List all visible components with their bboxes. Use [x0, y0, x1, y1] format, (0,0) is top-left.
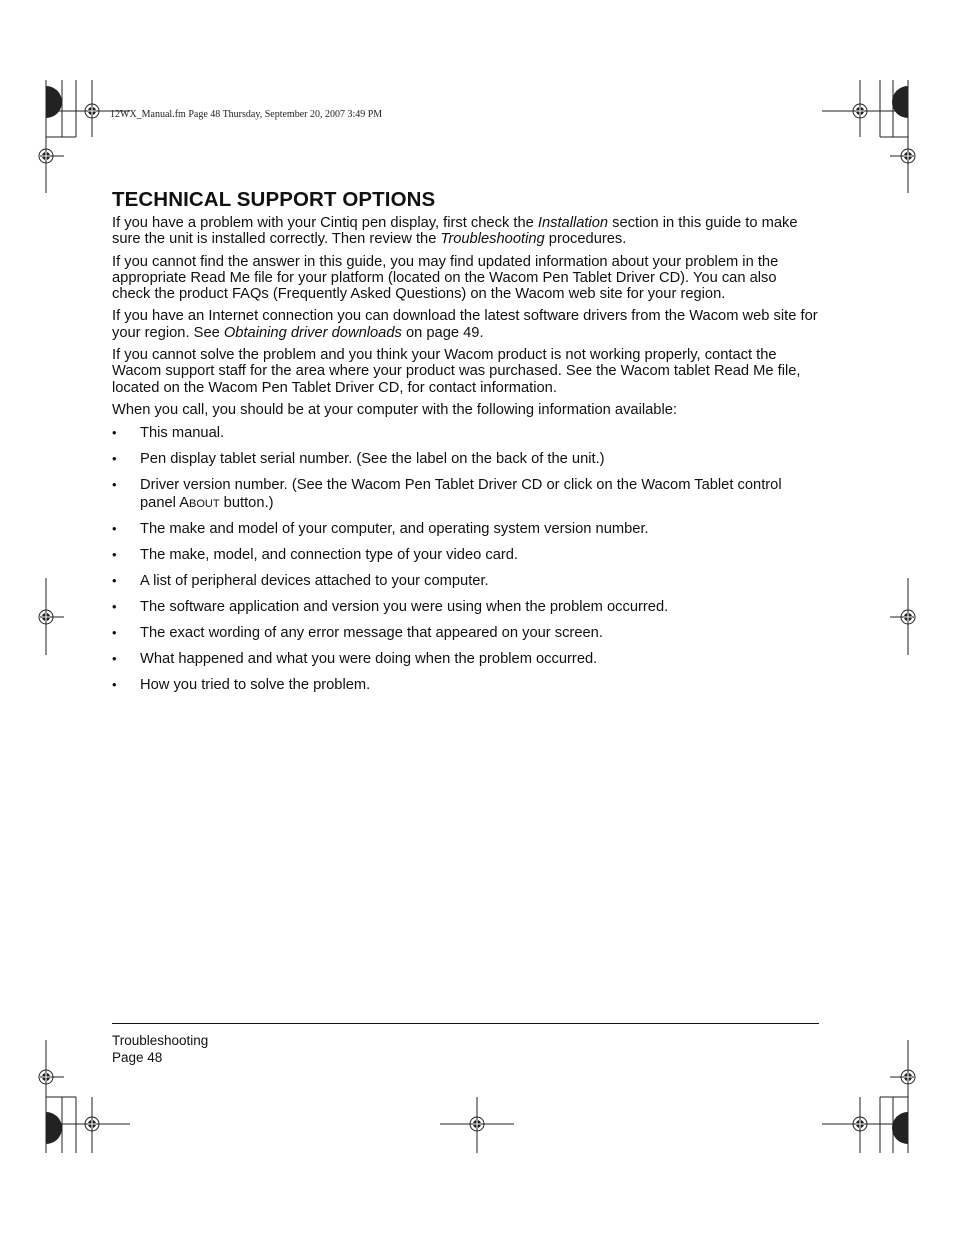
list-item	[112, 599, 818, 617]
list-item-text: This manual.	[140, 425, 225, 442]
list-item	[112, 477, 818, 513]
bullet-icon: •	[112, 599, 117, 615]
text-run: procedures.	[544, 231, 627, 248]
bullet-icon: •	[112, 425, 117, 441]
list-item	[112, 547, 818, 565]
about-button-label: BOUT	[189, 497, 220, 510]
list-item-text: The make, model, and connection type of your video card.	[140, 547, 519, 564]
driver-downloads-reference: Obtaining driver downloads	[223, 324, 402, 341]
list-item-text: What happened and what you were doing when the problem occurred.	[140, 650, 598, 667]
info-checklist	[112, 425, 818, 694]
list-item	[112, 425, 818, 443]
troubleshooting-reference: Troubleshooting	[440, 231, 545, 248]
list-item-text: Driver version number. (See the Wacom Pen Tablet Driver CD or click on the Wacom Tablet control panel A	[140, 477, 782, 511]
bullet-icon: •	[112, 547, 117, 563]
intro-paragraph	[112, 215, 818, 248]
list-item	[112, 521, 818, 539]
bullet-icon: •	[112, 650, 117, 666]
footer-page-number: Page 48	[112, 1050, 163, 1065]
list-item-text: The software application and version you were using when the problem occurred.	[140, 599, 669, 616]
list-item-text: How you tried to solve the problem.	[140, 676, 371, 693]
list-item-text: Pen display tablet serial number. (See the label on the back of the unit.)	[140, 451, 605, 468]
list-item	[112, 573, 818, 591]
list-item-text: button.)	[219, 494, 274, 511]
bullet-icon: •	[112, 625, 117, 640]
list-item	[112, 451, 818, 469]
footer-section-name: Troubleshooting	[112, 1033, 209, 1048]
bullet-icon: •	[112, 573, 117, 589]
list-item-text: The exact wording of any error message that appeared on your screen.	[140, 625, 603, 641]
contact-support-paragraph: If you cannot solve the problem and you think your Wacom product is not working properly, contact the Wacom support staff for the area where your product was purchased. See the Wacom tablet Read Me file, located on the Wacom Pen Tablet Driver CD, for contact information.	[112, 347, 801, 396]
print-slug: 12WX_Manual.fm Page 48 Thursday, September 20, 2007 3:49 PM	[110, 109, 383, 120]
bullet-icon: •	[112, 521, 117, 537]
readme-paragraph: If you cannot find the answer in this guide, you may find updated information about your problem in the appropriate Read Me file for your platform (located on the Wacom Pen Tablet Driver CD). You can also check the product FAQs (Frequently Asked Questions) on the Wacom web site for your region.	[112, 253, 779, 303]
list-item	[112, 625, 818, 643]
text-run: If you have an Internet connection you can download the latest software drivers from the Wacom web site for your region. See	[112, 308, 818, 341]
list-item-text: A list of peripheral devices attached to your computer.	[140, 573, 489, 590]
footer-divider	[112, 1023, 819, 1024]
bullet-icon: •	[112, 676, 117, 692]
installation-reference: Installation	[537, 215, 609, 231]
downloads-paragraph	[112, 308, 818, 341]
list-item	[112, 651, 818, 669]
text-run: section in this guide to make sure the unit is installed correctly. Then review the	[112, 215, 798, 248]
bullet-icon: •	[112, 477, 117, 493]
text-run: on page 49.	[401, 324, 484, 341]
call-info-paragraph: When you call, you should be at your computer with the following information available:	[112, 401, 677, 418]
page-content	[112, 187, 818, 703]
page-footer	[112, 1032, 208, 1066]
bullet-icon: •	[112, 451, 117, 467]
text-run: If you have a problem with your Cintiq pen display, first check the	[112, 215, 538, 231]
list-item-text: The make and model of your computer, and operating system version number.	[140, 521, 649, 538]
list-item	[112, 677, 818, 695]
section-heading: TECHNICAL SUPPORT OPTIONS	[112, 188, 436, 211]
